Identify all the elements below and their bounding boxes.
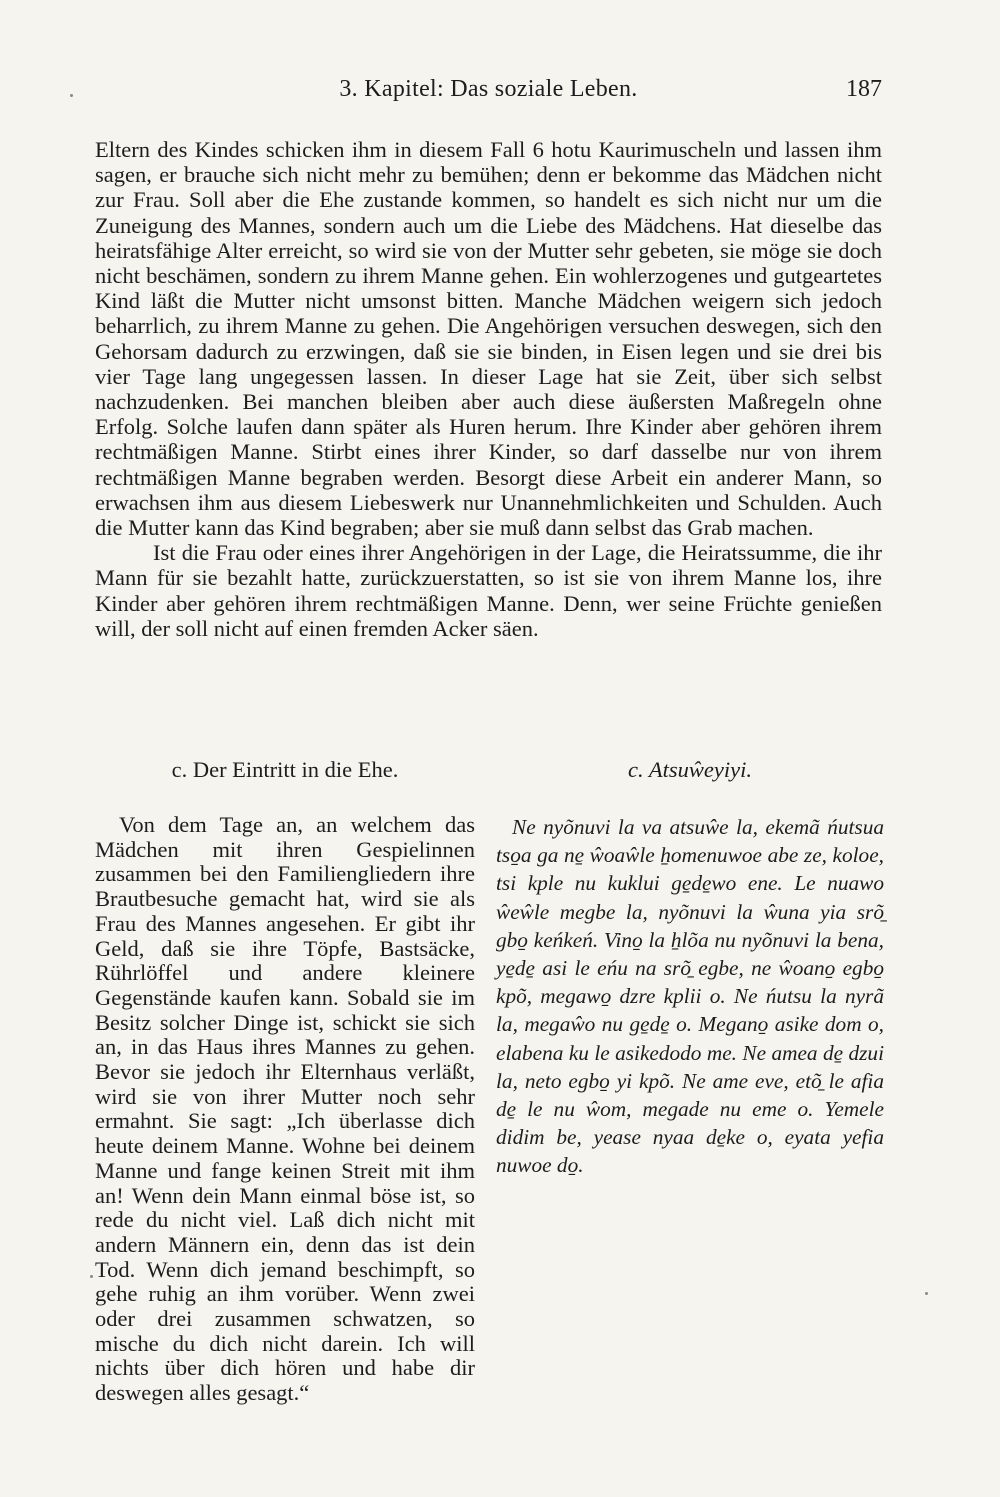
paragraph: Ist die Frau oder eines ihrer Angehörigen in der Lage, die Heiratssumme, die ihr Mann für sie bezahlt hatte, zurückzuerstatten, so ist sie von ihrem Manne los, ihre Kinder aber gehören ihrem rechtmäßigen Manne. Denn, wer seine Früchte genießen will, der soll nicht auf einen fremden Acker säen. [95,540,882,641]
paragraph: Eltern des Kindes schicken ihm in diesem Fall 6 hotu Kaurimuscheln und lassen ihm sagen, er brauche sich nicht mehr zu bemühen; denn er bekomme das Mädchen nicht zur Frau. Soll aber die Ehe zustande kommen, so handelt es sich nicht nur um die Zuneigung des Mannes, sondern auch um die Liebe des Mädchens. Hat dieselbe das heiratsfähige Alter erreicht, so wird sie von der Mutter sehr gebeten, sie möge sie doch nicht beschämen, sondern zu ihrem Manne gehen. Ein wohlerzogenes und gutgeartetes Kind läßt die Mutter nicht umsonst bitten. Manche Mädchen weigern sich jedoch beharrlich, zu ihrem Manne zu gehen. Die Angehörigen versuchen deswegen, sich den Gehorsam dadurch zu erzwingen, daß sie sie binden, in Eisen legen und sie drei bis vier Tage lang ungegessen lassen. In dieser Lage hat sie Zeit, über sich selbst nachzudenken. Bei manchen bleiben aber auch diese äußersten Maßregeln ohne Erfolg. Solche laufen dann später als Huren herum. Ihre Kinder aber gehören ihrem rechtmäßigen Manne. Stirbt eines ihrer Kinder, so darf dasselbe nur von ihrem rechtmäßigen Manne begraben werden. Besorgt diese Arbeit ein anderer Mann, so erwachsen ihm aus diesem Liebeswerk nur Unannehmlichkeiten und Schulden. Auch die Mutter kann das Kind begraben; aber sie muß dann selbst das Grab machen. [95,137,882,541]
section-heading: c. Der Eintritt in die Ehe. [171,757,399,782]
section-body: Von dem Tage an, an welchem das Mädchen mit ihren Gespielinnen zusammen bei den Familiengliedern ihre Brautbesuche gemacht hat, wird sie als Frau des Mannes angesehen. Er gibt ihr Geld, daß sie ihre Töpfe, Bastsäcke, Rührlöffel und andere kleinere Gegenstände kaufen kann. Sobald sie im Besitz solcher Dinge ist, schickt sie sich an, in das Haus ihres Mannes zu gehen. Bevor sie jedoch ihr Elternhaus verläßt, wird sie von ihrer Mutter noch sehr ermahnt. Sie sagt: „Ich überlasse dich heute deinem Manne. Wohne bei deinem Manne und fange keinen Streit mit ihm an! Wenn dein Mann einmal böse ist, so rede du nicht viel. Laß dich nicht mit andern Männern ein, denn das ist dein Tod. Wenn dich jemand beschimpft, so gehe ruhig an ihm vorüber. Wenn zwei oder drei zusammen schwatzen, so mische du dich nicht darein. Ich will nichts über dich hören und habe dir deswegen alles gesagt.“ [95,812,475,1406]
paper-speck [925,1292,928,1295]
section-body: Ne nyõnuvi la va atsuŵe la, ekemã ńutsua tso̱a ga ne̱ ŵoaŵle ẖomenuwoe abe ze, koloe, tsi kple nu kuklui ge̱de̱wo ene. Le nuawo ŵeŵle megbe la, nyõnuvi la ŵuna yia srõ̱ gbo̱ keńkeń. Vino̱ la ẖlõa nu nyõnuvi la bena, ye̱de̱ asi le eńu na srõ̱ egbe, ne ŵoano̱ egbo̱ kpõ, megawo̱ dzre kplii o. Ne ńutsu la nyrã la, megaŵo nu ge̱de̱ o. Megano̱ asike dom o, elabena ku le asikedodo me. Ne amea de̱ dzui la, neto egbo̱ yi kpõ. Ne ame eve, etõ̱ le afia de̱ le nu ŵom, megade nu eme o. Yemele didim be, yease nyaa de̱ke o, eyata yefia nuwoe do̱. [496,815,884,1178]
ewe-column [496,757,884,1180]
paper-speck [90,1275,93,1278]
page-number: 187 [846,76,882,102]
chapter-title: 3. Kapitel: Das soziale Leben. [339,76,638,102]
german-column [95,757,475,1406]
running-header [95,76,882,112]
section-heading: c. Atsuŵeyiyi. [628,757,752,782]
paper-speck [70,94,73,97]
main-text-block [95,137,882,641]
